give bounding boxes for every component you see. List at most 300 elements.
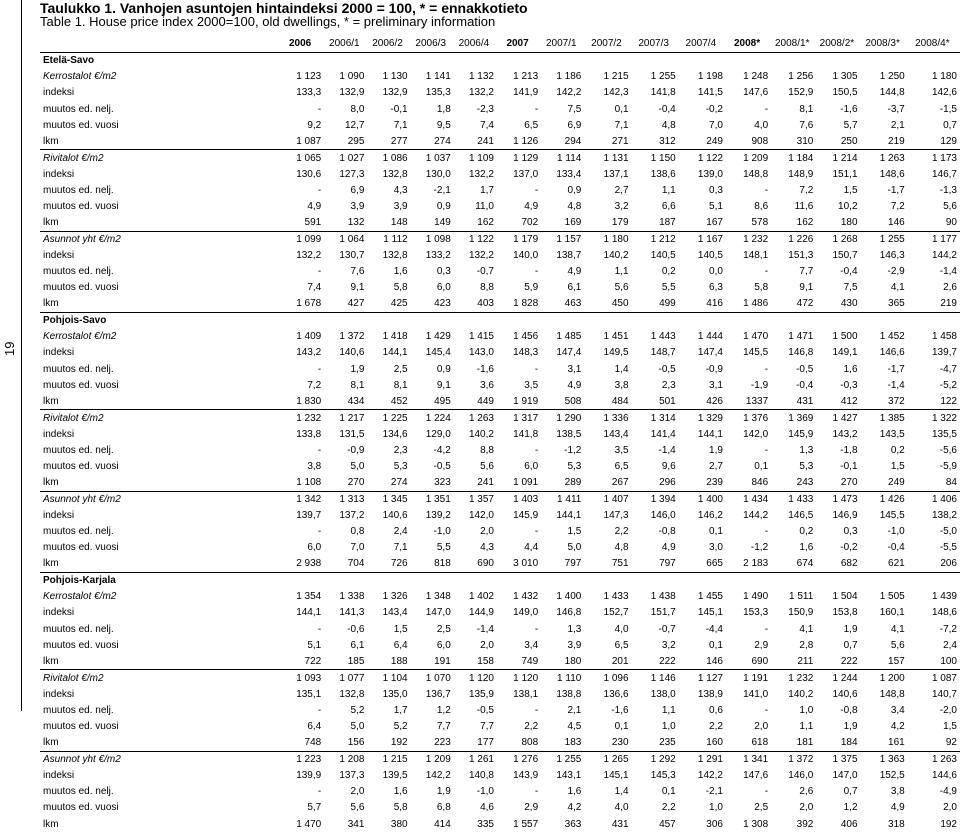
table-cell: 143,1 (556, 769, 582, 781)
table-cell: 169 (564, 217, 582, 229)
table-cell: 1 400 (679, 491, 726, 507)
table-cell: 1 429 (425, 331, 451, 343)
table-cell: 1 090 (339, 71, 365, 83)
table-cell: 2,0 (754, 721, 769, 733)
table-cell: -0,9 (705, 363, 723, 375)
table-cell: 1 326 (382, 591, 408, 603)
table-cell: -1,2 (564, 444, 582, 456)
table-cell: 9,1 (350, 282, 365, 294)
table-cell: 146,6 (879, 347, 905, 359)
page-margin (0, 0, 22, 711)
page-number: 19 (2, 341, 17, 356)
table-cell: 4,6 (480, 802, 494, 814)
table-cell: 143,9 (513, 769, 539, 781)
table-cell: 1,9 (843, 623, 858, 635)
table-cell: 6,5 (614, 639, 629, 651)
table-row (40, 540, 960, 556)
table-cell: 1,9 (709, 444, 723, 456)
table-cell: 427 (347, 298, 365, 310)
table-cell: -2,3 (476, 103, 494, 115)
table-cell: 1,0 (799, 704, 814, 716)
table-cell: 145,1 (603, 769, 629, 781)
table-cell: 8,8 (480, 444, 494, 456)
column-header: 2007/1 (541, 36, 584, 52)
table-cell: 141,3 (339, 607, 365, 619)
table-cell: 140,2 (603, 249, 629, 261)
table-cell: 2,7 (709, 461, 723, 473)
table-cell: -0,7 (658, 623, 676, 635)
row-label: muutos ed. nelj. (43, 444, 114, 456)
table-cell: 3,8 (307, 461, 322, 473)
table-cell: 130,0 (425, 168, 451, 180)
table-cell: 131,5 (339, 428, 365, 440)
table-cell: -7,2 (939, 623, 957, 635)
table-cell: 153,8 (832, 607, 858, 619)
table-cell: 2,2 (614, 526, 629, 538)
table-cell: 162 (796, 217, 814, 229)
table-cell: 1,3 (567, 623, 582, 635)
table-cell: 1 308 (743, 818, 769, 830)
table-cell: 3,4 (890, 704, 905, 716)
table-cell: 1 244 (816, 670, 860, 686)
row-label: indeksi (43, 249, 75, 261)
table-cell: 1 096 (584, 670, 631, 686)
table-row (40, 101, 960, 117)
table-cell: 1,6 (843, 363, 858, 375)
table-cell: 146 (706, 655, 723, 667)
table-cell: 132,9 (382, 87, 408, 99)
table-cell: 5,9 (524, 282, 539, 294)
table-cell: 6,0 (524, 461, 539, 473)
table-row (40, 166, 960, 182)
table-cell: 140,2 (468, 428, 494, 440)
table-cell: 4,9 (307, 201, 322, 213)
column-header: 2008/3* (861, 36, 908, 52)
table-cell: 0,9 (567, 184, 582, 196)
table-cell: 726 (390, 558, 408, 570)
table-cell: 406 (840, 818, 858, 830)
table-cell: 434 (347, 395, 365, 407)
table-cell: 846 (751, 477, 769, 489)
table-row (40, 621, 960, 637)
table-cell: 682 (840, 558, 858, 570)
row-label: lkm (43, 737, 59, 749)
table-cell: 1,9 (350, 363, 365, 375)
table-cell: 1 157 (541, 231, 584, 247)
region-row (40, 572, 960, 588)
table-cell: 1 177 (908, 231, 960, 247)
table-cell: 144,1 (556, 509, 582, 521)
table-cell: -0,2 (840, 542, 858, 554)
table-cell: 1 385 (861, 410, 908, 426)
table-cell: - (534, 266, 539, 278)
table-cell: 2,5 (754, 802, 769, 814)
table-cell: 1 268 (816, 231, 860, 247)
table-cell: 270 (347, 477, 365, 489)
table-cell: 1 500 (832, 331, 858, 343)
table-cell: 4,8 (567, 201, 582, 213)
table-cell: 7,5 (843, 282, 858, 294)
table-cell: 147,3 (603, 509, 629, 521)
table-cell: 137,1 (603, 168, 629, 180)
table-cell: 450 (611, 298, 629, 310)
table-cell: 4,0 (614, 623, 629, 635)
table-cell: 748 (304, 737, 322, 749)
table-cell: 138,8 (556, 688, 582, 700)
row-label: lkm (43, 477, 59, 489)
table-cell: 1 455 (697, 591, 723, 603)
table-cell: 2,0 (480, 639, 494, 651)
table-cell: 1 322 (908, 410, 960, 426)
table-cell: 1 087 (296, 135, 322, 147)
table-cell: 495 (434, 395, 451, 407)
table-cell: 335 (477, 818, 494, 830)
table-row (40, 134, 960, 150)
table-cell: 1 505 (879, 591, 905, 603)
table-cell: 132,2 (468, 249, 494, 261)
table-cell: 133,3 (296, 87, 322, 99)
table-cell: 222 (659, 655, 676, 667)
table-cell: 1 263 (908, 751, 960, 767)
table-cell: 145,5 (743, 347, 769, 359)
table-cell: 426 (706, 395, 723, 407)
table-cell: 1 232 (771, 670, 816, 686)
table-cell: 140,8 (468, 769, 494, 781)
table-cell: -4,7 (939, 363, 957, 375)
table-cell: 148,7 (650, 347, 676, 359)
row-label: muutos ed. vuosi (43, 119, 119, 131)
table-cell: 6,0 (307, 542, 322, 554)
table-cell: 153,3 (743, 607, 769, 619)
table-cell: 132,9 (339, 87, 365, 99)
row-label: Asunnot yht €/m2 (40, 751, 279, 767)
table-cell: 2 938 (296, 558, 322, 570)
table-row (40, 605, 960, 621)
table-cell: 1 173 (908, 150, 960, 166)
table-cell: 138,7 (556, 249, 582, 261)
table-cell: 1 109 (454, 150, 497, 166)
table-cell: 430 (840, 298, 858, 310)
table-cell: 138,2 (931, 509, 957, 521)
table-cell: 270 (840, 477, 858, 489)
table-cell: 4,0 (754, 119, 769, 131)
column-header: 2006/4 (454, 36, 497, 52)
table-cell: 1 120 (454, 670, 497, 686)
table-cell: 808 (521, 737, 539, 749)
row-label: lkm (43, 217, 59, 229)
table-cell: 1 098 (411, 231, 454, 247)
table-cell: 1 086 (367, 150, 410, 166)
table-cell: 5,0 (350, 721, 365, 733)
table-cell: 412 (840, 395, 858, 407)
region-name: Pohjois-Karjala (40, 572, 960, 588)
table-cell: 5,6 (890, 639, 905, 651)
table-cell: 1 338 (339, 591, 365, 603)
table-cell: 1,1 (661, 184, 676, 196)
table-cell: 5,7 (843, 119, 858, 131)
table-cell: 1 348 (425, 591, 451, 603)
table-cell: 1,9 (843, 721, 858, 733)
table-cell: 2,7 (614, 184, 629, 196)
table-cell: 1,6 (393, 786, 408, 798)
table-cell: 1 167 (679, 231, 726, 247)
table-cell: 1,0 (661, 721, 676, 733)
table-cell: - (764, 526, 769, 538)
table-cell: 146 (888, 217, 905, 229)
table-cell: 372 (888, 395, 905, 407)
table-cell: 323 (434, 477, 451, 489)
table-cell: 3,1 (709, 379, 723, 391)
table-cell: 6,4 (393, 639, 408, 651)
table-cell: 140,2 (788, 688, 814, 700)
table-cell: - (534, 103, 539, 115)
table-cell: 1,1 (799, 721, 814, 733)
table-cell: -0,3 (840, 379, 858, 391)
table-cell: 1 223 (279, 751, 324, 767)
table-cell: - (534, 363, 539, 375)
table-cell: 1,4 (614, 363, 629, 375)
table-cell: 1,1 (614, 266, 629, 278)
table-cell: 1 225 (367, 410, 410, 426)
table-cell: 222 (840, 655, 858, 667)
table-cell: 1 180 (931, 71, 957, 83)
table-cell: 140,5 (697, 249, 723, 261)
table-cell: 1 214 (816, 150, 860, 166)
table-cell: 1 351 (411, 491, 454, 507)
table-row (40, 329, 960, 345)
row-label: muutos ed. nelj. (43, 103, 114, 115)
table-cell: 1 443 (650, 331, 676, 343)
table-cell: -2,1 (433, 184, 451, 196)
table-row (40, 816, 960, 832)
table-cell: 5,3 (799, 461, 814, 473)
table-cell: 1 369 (771, 410, 816, 426)
header-label-cell (40, 36, 279, 52)
table-cell: 1 434 (726, 491, 771, 507)
table-cell: 1 828 (513, 298, 539, 310)
table-cell: 148,9 (788, 168, 814, 180)
table-cell: 1 215 (367, 751, 410, 767)
table-cell: 139,7 (931, 347, 957, 359)
table-cell: 188 (390, 655, 408, 667)
row-label: Kerrostalot €/m2 (43, 591, 117, 603)
table-cell: 3,9 (567, 639, 582, 651)
table-cell: 7,4 (307, 282, 322, 294)
table-cell: - (317, 266, 322, 278)
table-cell: 1 470 (296, 818, 322, 830)
table-cell: 149,0 (513, 607, 539, 619)
table-row (40, 150, 960, 166)
table-cell: 499 (659, 298, 676, 310)
table-cell: 1 212 (632, 231, 679, 247)
table-cell: 1 255 (541, 751, 584, 767)
table-cell: 277 (390, 135, 408, 147)
table-cell: 1 403 (497, 491, 541, 507)
table-cell: 1 037 (411, 150, 454, 166)
table-cell: 1 557 (513, 818, 539, 830)
table-cell: 1 099 (279, 231, 324, 247)
table-cell: 5,2 (393, 721, 408, 733)
price-index-table (40, 36, 960, 832)
table-cell: 1 415 (468, 331, 494, 343)
column-header: 2006/3 (411, 36, 454, 52)
table-cell: 274 (390, 477, 408, 489)
table-cell: - (534, 444, 539, 456)
table-row (40, 686, 960, 702)
table-cell: 4,8 (614, 542, 629, 554)
table-cell: 271 (611, 135, 629, 147)
table-cell: 1 127 (679, 670, 726, 686)
table-cell: 7,4 (480, 119, 494, 131)
table-cell: 150,5 (832, 87, 858, 99)
table-row (40, 670, 960, 686)
table-cell: 147,0 (832, 769, 858, 781)
table-row (40, 345, 960, 361)
table-cell: 5,1 (709, 201, 723, 213)
table-cell: 11,0 (475, 201, 494, 213)
table-cell: 1,6 (567, 786, 582, 798)
table-cell: 1,6 (799, 542, 814, 554)
table-cell: 6,6 (661, 201, 676, 213)
table-row (40, 719, 960, 735)
table-cell: -0,6 (347, 623, 365, 635)
table-cell: 1,0 (709, 802, 723, 814)
table-cell: 5,5 (661, 282, 676, 294)
table-cell: 7,0 (709, 119, 723, 131)
row-label: lkm (43, 558, 59, 570)
table-cell: 3,2 (661, 639, 676, 651)
table-cell: 1,5 (890, 461, 905, 473)
table-cell: 1 470 (743, 331, 769, 343)
table-cell: 1 919 (513, 395, 539, 407)
table-cell: 4,5 (567, 721, 582, 733)
table-cell: 147,6 (743, 769, 769, 781)
table-cell: -1,0 (476, 786, 494, 798)
table-cell: 142,0 (468, 509, 494, 521)
table-cell: 192 (390, 737, 408, 749)
row-label: indeksi (43, 168, 75, 180)
table-cell: 5,3 (393, 461, 408, 473)
table-cell: 185 (347, 655, 365, 667)
table-row (40, 556, 960, 572)
table-cell: -1,8 (840, 444, 858, 456)
table-cell: 1,4 (614, 786, 629, 798)
table-cell: 2,3 (393, 444, 408, 456)
table-cell: -1,9 (750, 379, 769, 391)
table-cell: 908 (751, 135, 769, 147)
table-cell: 0,3 (436, 266, 451, 278)
table-cell: 3 010 (513, 558, 539, 570)
table-cell: 2,6 (943, 282, 957, 294)
table-cell: 1,7 (393, 704, 408, 716)
table-cell: 130,7 (339, 249, 365, 261)
table-cell: -4,4 (705, 623, 723, 635)
table-cell: 2,9 (754, 639, 769, 651)
table-cell: - (534, 786, 539, 798)
table-cell: 1,5 (393, 623, 408, 635)
table-cell: -5,9 (939, 461, 957, 473)
row-label: muutos ed. nelj. (43, 623, 114, 635)
table-cell: 484 (611, 395, 629, 407)
table-cell: 136,7 (425, 688, 451, 700)
table-cell: -0,5 (476, 704, 494, 716)
row-label: muutos ed. vuosi (43, 282, 119, 294)
table-cell: 184 (840, 737, 858, 749)
table-cell: 704 (347, 558, 365, 570)
table-cell: 674 (796, 558, 814, 570)
table-cell: 8,1 (393, 379, 408, 391)
table-cell: 0,2 (799, 526, 814, 538)
table-cell: 151,7 (650, 607, 676, 619)
table-cell: 191 (434, 655, 451, 667)
table-row (40, 442, 960, 458)
table-cell: 1 120 (497, 670, 541, 686)
table-cell: 1 123 (296, 71, 322, 83)
table-cell: - (317, 444, 322, 456)
table-cell: 7,6 (350, 266, 365, 278)
table-cell: 152,7 (603, 607, 629, 619)
table-cell: -0,4 (796, 379, 814, 391)
table-row (40, 491, 960, 507)
table-cell: 312 (659, 135, 676, 147)
table-cell: -5,2 (939, 379, 957, 391)
table-cell: 1 400 (556, 591, 582, 603)
table-cell: 135,5 (931, 428, 957, 440)
table-cell: 2,6 (799, 786, 814, 798)
table-row (40, 751, 960, 767)
table-row (40, 85, 960, 101)
table-cell: - (317, 526, 322, 538)
table-cell: 223 (434, 737, 451, 749)
table-cell: 7,7 (799, 266, 814, 278)
table-cell: 0,9 (436, 201, 451, 213)
row-label: muutos ed. nelj. (43, 363, 114, 375)
table-cell: 142,0 (743, 428, 769, 440)
table-cell: 1 217 (324, 410, 367, 426)
table-cell: 2,4 (943, 639, 957, 651)
table-cell: 4,0 (614, 802, 629, 814)
table-cell: 6,0 (436, 639, 451, 651)
table-row (40, 215, 960, 231)
table-cell: 1 357 (454, 491, 497, 507)
table-cell: 1 485 (556, 331, 582, 343)
table-cell: 6,1 (567, 282, 582, 294)
table-cell: 1 131 (584, 150, 631, 166)
table-cell: 138,0 (650, 688, 676, 700)
table-cell: 129,0 (425, 428, 451, 440)
table-cell: 1 406 (908, 491, 960, 507)
table-cell: 0,1 (709, 639, 723, 651)
table-cell: 139,2 (425, 509, 451, 521)
table-cell: 341 (347, 818, 365, 830)
table-cell: -0,4 (887, 542, 905, 554)
table-cell: 132,8 (382, 249, 408, 261)
table-cell: 137,0 (513, 168, 539, 180)
table-cell: 2,2 (661, 802, 676, 814)
row-label: muutos ed. vuosi (43, 461, 119, 473)
table-cell: -1,4 (887, 379, 905, 391)
table-cell: 8,6 (754, 201, 769, 213)
table-cell: 145,9 (513, 509, 539, 521)
table-cell: 0,1 (709, 526, 723, 538)
table-cell: 274 (434, 135, 451, 147)
table-cell: - (764, 266, 769, 278)
table-cell: 1 198 (697, 71, 723, 83)
table-cell: 7,7 (480, 721, 494, 733)
table-cell: 138,9 (697, 688, 723, 700)
table-cell: 179 (611, 217, 629, 229)
table-cell: 1 291 (679, 751, 726, 767)
